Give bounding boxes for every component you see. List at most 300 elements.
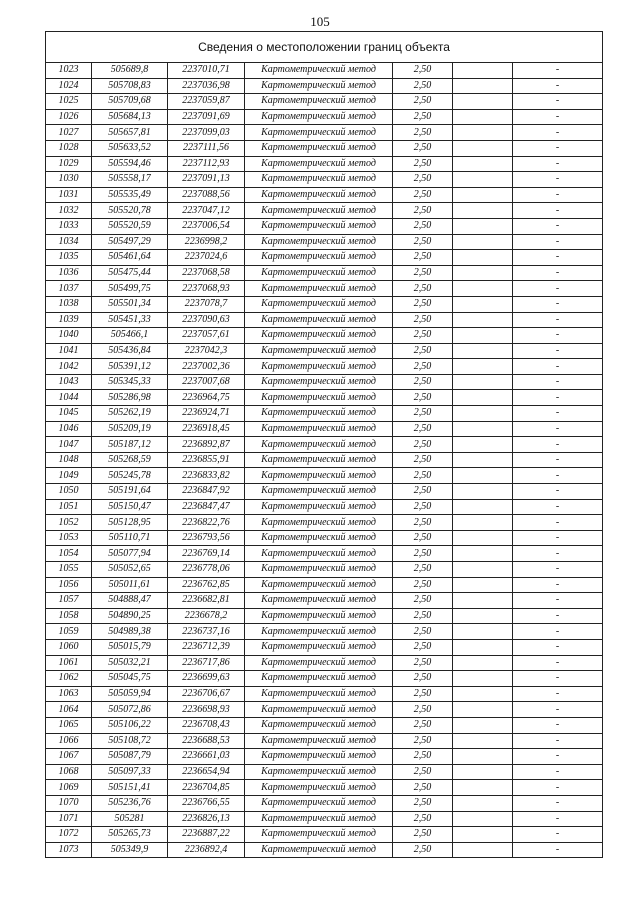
page-number: 105 (310, 14, 330, 29)
boundary-coordinates-table (45, 31, 603, 858)
description-cell: - (513, 562, 603, 578)
method-cell: Картометрический метод (245, 359, 393, 375)
point-number-cell: 1023 (46, 63, 92, 79)
description-cell: - (513, 639, 603, 655)
method-cell: Картометрический метод (245, 577, 393, 593)
extra-cell (453, 671, 513, 687)
table-row (46, 406, 603, 422)
y-coordinate-cell: 2237088,56 (168, 187, 245, 203)
table-row (46, 187, 603, 203)
extra-cell (453, 437, 513, 453)
method-cell: Картометрический метод (245, 562, 393, 578)
method-cell: Картометрический метод (245, 842, 393, 858)
point-number-cell: 1060 (46, 639, 92, 655)
method-cell: Картометрический метод (245, 624, 393, 640)
method-cell: Картометрический метод (245, 780, 393, 796)
accuracy-cell: 2,50 (393, 655, 453, 671)
point-number-cell: 1069 (46, 780, 92, 796)
description-cell: - (513, 125, 603, 141)
accuracy-cell: 2,50 (393, 374, 453, 390)
method-cell: Картометрический метод (245, 546, 393, 562)
description-cell: - (513, 234, 603, 250)
accuracy-cell: 2,50 (393, 639, 453, 655)
method-cell: Картометрический метод (245, 468, 393, 484)
extra-cell (453, 452, 513, 468)
extra-cell (453, 296, 513, 312)
description-cell: - (513, 406, 603, 422)
method-cell: Картометрический метод (245, 530, 393, 546)
description-cell: - (513, 593, 603, 609)
accuracy-cell: 2,50 (393, 780, 453, 796)
x-coordinate-cell: 505466,1 (92, 328, 168, 344)
y-coordinate-cell: 2237059,87 (168, 94, 245, 110)
accuracy-cell: 2,50 (393, 733, 453, 749)
description-cell: - (513, 421, 603, 437)
point-number-cell: 1062 (46, 671, 92, 687)
description-cell: - (513, 265, 603, 281)
x-coordinate-cell: 505015,79 (92, 639, 168, 655)
x-coordinate-cell: 505106,22 (92, 717, 168, 733)
extra-cell (453, 187, 513, 203)
accuracy-cell: 2,50 (393, 390, 453, 406)
description-cell: - (513, 218, 603, 234)
y-coordinate-cell: 2237068,93 (168, 281, 245, 297)
x-coordinate-cell: 504989,38 (92, 624, 168, 640)
method-cell: Картометрический метод (245, 764, 393, 780)
description-cell: - (513, 780, 603, 796)
accuracy-cell: 2,50 (393, 250, 453, 266)
accuracy-cell: 2,50 (393, 530, 453, 546)
accuracy-cell: 2,50 (393, 156, 453, 172)
point-number-cell: 1040 (46, 328, 92, 344)
method-cell: Картометрический метод (245, 156, 393, 172)
y-coordinate-cell: 2236708,43 (168, 717, 245, 733)
extra-cell (453, 702, 513, 718)
table-row (46, 546, 603, 562)
description-cell: - (513, 203, 603, 219)
description-cell: - (513, 686, 603, 702)
x-coordinate-cell: 505558,17 (92, 172, 168, 188)
accuracy-cell: 2,50 (393, 577, 453, 593)
accuracy-cell: 2,50 (393, 406, 453, 422)
point-number-cell: 1029 (46, 156, 92, 172)
x-coordinate-cell: 505087,79 (92, 749, 168, 765)
method-cell: Картометрический метод (245, 484, 393, 500)
accuracy-cell: 2,50 (393, 624, 453, 640)
point-number-cell: 1035 (46, 250, 92, 266)
point-number-cell: 1068 (46, 764, 92, 780)
table-row (46, 125, 603, 141)
extra-cell (453, 795, 513, 811)
y-coordinate-cell: 2236833,82 (168, 468, 245, 484)
y-coordinate-cell: 2236887,22 (168, 827, 245, 843)
table-row (46, 702, 603, 718)
y-coordinate-cell: 2236704,85 (168, 780, 245, 796)
accuracy-cell: 2,50 (393, 749, 453, 765)
accuracy-cell: 2,50 (393, 608, 453, 624)
point-number-cell: 1061 (46, 655, 92, 671)
accuracy-cell: 2,50 (393, 702, 453, 718)
method-cell: Картометрический метод (245, 452, 393, 468)
table-row (46, 218, 603, 234)
accuracy-cell: 2,50 (393, 499, 453, 515)
accuracy-cell: 2,50 (393, 717, 453, 733)
method-cell: Картометрический метод (245, 593, 393, 609)
y-coordinate-cell: 2236826,13 (168, 811, 245, 827)
table-row (46, 577, 603, 593)
point-number-cell: 1070 (46, 795, 92, 811)
accuracy-cell: 2,50 (393, 312, 453, 328)
accuracy-cell: 2,50 (393, 452, 453, 468)
table-row (46, 296, 603, 312)
extra-cell (453, 827, 513, 843)
description-cell: - (513, 328, 603, 344)
point-number-cell: 1057 (46, 593, 92, 609)
description-cell: - (513, 94, 603, 110)
description-cell: - (513, 608, 603, 624)
table-row (46, 390, 603, 406)
x-coordinate-cell: 505281 (92, 811, 168, 827)
method-cell: Картометрический метод (245, 63, 393, 79)
point-number-cell: 1045 (46, 406, 92, 422)
x-coordinate-cell: 505108,72 (92, 733, 168, 749)
description-cell: - (513, 250, 603, 266)
point-number-cell: 1065 (46, 717, 92, 733)
point-number-cell: 1059 (46, 624, 92, 640)
table-row (46, 780, 603, 796)
point-number-cell: 1049 (46, 468, 92, 484)
x-coordinate-cell: 505059,94 (92, 686, 168, 702)
extra-cell (453, 608, 513, 624)
x-coordinate-cell: 505684,13 (92, 109, 168, 125)
description-cell: - (513, 374, 603, 390)
table-row (46, 686, 603, 702)
extra-cell (453, 764, 513, 780)
accuracy-cell: 2,50 (393, 437, 453, 453)
extra-cell (453, 281, 513, 297)
y-coordinate-cell: 2236964,75 (168, 390, 245, 406)
y-coordinate-cell: 2236712,39 (168, 639, 245, 655)
accuracy-cell: 2,50 (393, 671, 453, 687)
method-cell: Картометрический метод (245, 702, 393, 718)
description-cell: - (513, 655, 603, 671)
extra-cell (453, 390, 513, 406)
description-cell: - (513, 827, 603, 843)
accuracy-cell: 2,50 (393, 125, 453, 141)
table-row (46, 530, 603, 546)
extra-cell (453, 78, 513, 94)
extra-cell (453, 374, 513, 390)
table-row (46, 203, 603, 219)
accuracy-cell: 2,50 (393, 359, 453, 375)
point-number-cell: 1071 (46, 811, 92, 827)
x-coordinate-cell: 505032,21 (92, 655, 168, 671)
x-coordinate-cell: 505072,86 (92, 702, 168, 718)
description-cell: - (513, 390, 603, 406)
extra-cell (453, 733, 513, 749)
point-number-cell: 1054 (46, 546, 92, 562)
table-row (46, 468, 603, 484)
point-number-cell: 1034 (46, 234, 92, 250)
method-cell: Картометрический метод (245, 406, 393, 422)
extra-cell (453, 593, 513, 609)
method-cell: Картометрический метод (245, 94, 393, 110)
table-row (46, 94, 603, 110)
extra-cell (453, 686, 513, 702)
accuracy-cell: 2,50 (393, 764, 453, 780)
method-cell: Картометрический метод (245, 78, 393, 94)
point-number-cell: 1051 (46, 499, 92, 515)
table-row (46, 842, 603, 858)
method-cell: Картометрический метод (245, 437, 393, 453)
method-cell: Картометрический метод (245, 827, 393, 843)
table-row (46, 437, 603, 453)
accuracy-cell: 2,50 (393, 328, 453, 344)
point-number-cell: 1046 (46, 421, 92, 437)
description-cell: - (513, 749, 603, 765)
table-row (46, 140, 603, 156)
description-cell: - (513, 842, 603, 858)
extra-cell (453, 218, 513, 234)
x-coordinate-cell: 505286,98 (92, 390, 168, 406)
description-cell: - (513, 577, 603, 593)
extra-cell (453, 749, 513, 765)
x-coordinate-cell: 505535,49 (92, 187, 168, 203)
point-number-cell: 1067 (46, 749, 92, 765)
y-coordinate-cell: 2236778,06 (168, 562, 245, 578)
extra-cell (453, 562, 513, 578)
description-cell: - (513, 795, 603, 811)
description-cell: - (513, 733, 603, 749)
table-row (46, 655, 603, 671)
description-cell: - (513, 312, 603, 328)
y-coordinate-cell: 2236762,85 (168, 577, 245, 593)
description-cell: - (513, 717, 603, 733)
method-cell: Картометрический метод (245, 795, 393, 811)
method-cell: Картометрический метод (245, 140, 393, 156)
y-coordinate-cell: 2237036,98 (168, 78, 245, 94)
method-cell: Картометрический метод (245, 717, 393, 733)
x-coordinate-cell: 505436,84 (92, 343, 168, 359)
accuracy-cell: 2,50 (393, 562, 453, 578)
table-row (46, 608, 603, 624)
extra-cell (453, 468, 513, 484)
point-number-cell: 1027 (46, 125, 92, 141)
method-cell: Картометрический метод (245, 390, 393, 406)
extra-cell (453, 639, 513, 655)
point-number-cell: 1063 (46, 686, 92, 702)
accuracy-cell: 2,50 (393, 234, 453, 250)
method-cell: Картометрический метод (245, 281, 393, 297)
description-cell: - (513, 702, 603, 718)
description-cell: - (513, 452, 603, 468)
table-row (46, 234, 603, 250)
method-cell: Картометрический метод (245, 250, 393, 266)
point-number-cell: 1048 (46, 452, 92, 468)
accuracy-cell: 2,50 (393, 94, 453, 110)
description-cell: - (513, 484, 603, 500)
y-coordinate-cell: 2237006,54 (168, 218, 245, 234)
table-row (46, 499, 603, 515)
point-number-cell: 1028 (46, 140, 92, 156)
extra-cell (453, 265, 513, 281)
point-number-cell: 1036 (46, 265, 92, 281)
x-coordinate-cell: 505499,75 (92, 281, 168, 297)
y-coordinate-cell: 2236769,14 (168, 546, 245, 562)
table-row (46, 795, 603, 811)
table-row (46, 281, 603, 297)
table-row (46, 562, 603, 578)
method-cell: Картометрический метод (245, 733, 393, 749)
x-coordinate-cell: 505461,64 (92, 250, 168, 266)
description-cell: - (513, 468, 603, 484)
table-row (46, 639, 603, 655)
extra-cell (453, 63, 513, 79)
method-cell: Картометрический метод (245, 265, 393, 281)
table-row (46, 250, 603, 266)
accuracy-cell: 2,50 (393, 468, 453, 484)
extra-cell (453, 250, 513, 266)
x-coordinate-cell: 505011,61 (92, 577, 168, 593)
description-cell: - (513, 499, 603, 515)
accuracy-cell: 2,50 (393, 281, 453, 297)
extra-cell (453, 655, 513, 671)
y-coordinate-cell: 2237047,12 (168, 203, 245, 219)
description-cell: - (513, 764, 603, 780)
table-row (46, 359, 603, 375)
point-number-cell: 1032 (46, 203, 92, 219)
table-row (46, 593, 603, 609)
description-cell: - (513, 671, 603, 687)
y-coordinate-cell: 2236793,56 (168, 530, 245, 546)
method-cell: Картометрический метод (245, 811, 393, 827)
description-cell: - (513, 296, 603, 312)
point-number-cell: 1030 (46, 172, 92, 188)
point-number-cell: 1053 (46, 530, 92, 546)
y-coordinate-cell: 2237002,36 (168, 359, 245, 375)
table-row (46, 109, 603, 125)
method-cell: Картометрический метод (245, 296, 393, 312)
x-coordinate-cell: 505708,83 (92, 78, 168, 94)
table-row (46, 764, 603, 780)
accuracy-cell: 2,50 (393, 172, 453, 188)
description-cell: - (513, 811, 603, 827)
extra-cell (453, 343, 513, 359)
x-coordinate-cell: 505633,52 (92, 140, 168, 156)
x-coordinate-cell: 504890,25 (92, 608, 168, 624)
x-coordinate-cell: 505349,9 (92, 842, 168, 858)
point-number-cell: 1050 (46, 484, 92, 500)
extra-cell (453, 140, 513, 156)
point-number-cell: 1047 (46, 437, 92, 453)
method-cell: Картометрический метод (245, 218, 393, 234)
x-coordinate-cell: 505345,33 (92, 374, 168, 390)
point-number-cell: 1041 (46, 343, 92, 359)
y-coordinate-cell: 2237007,68 (168, 374, 245, 390)
accuracy-cell: 2,50 (393, 63, 453, 79)
description-cell: - (513, 187, 603, 203)
point-number-cell: 1042 (46, 359, 92, 375)
description-cell: - (513, 546, 603, 562)
method-cell: Картометрический метод (245, 172, 393, 188)
extra-cell (453, 312, 513, 328)
x-coordinate-cell: 505209,19 (92, 421, 168, 437)
description-cell: - (513, 172, 603, 188)
method-cell: Картометрический метод (245, 374, 393, 390)
accuracy-cell: 2,50 (393, 515, 453, 531)
description-cell: - (513, 530, 603, 546)
description-cell: - (513, 515, 603, 531)
accuracy-cell: 2,50 (393, 218, 453, 234)
x-coordinate-cell: 505236,76 (92, 795, 168, 811)
y-coordinate-cell: 2236918,45 (168, 421, 245, 437)
y-coordinate-cell: 2237024,6 (168, 250, 245, 266)
method-cell: Картометрический метод (245, 343, 393, 359)
x-coordinate-cell: 505268,59 (92, 452, 168, 468)
x-coordinate-cell: 505128,95 (92, 515, 168, 531)
y-coordinate-cell: 2236678,2 (168, 608, 245, 624)
extra-cell (453, 406, 513, 422)
y-coordinate-cell: 2236892,87 (168, 437, 245, 453)
table-row (46, 421, 603, 437)
extra-cell (453, 359, 513, 375)
description-cell: - (513, 281, 603, 297)
accuracy-cell: 2,50 (393, 842, 453, 858)
accuracy-cell: 2,50 (393, 827, 453, 843)
x-coordinate-cell: 505391,12 (92, 359, 168, 375)
description-cell: - (513, 624, 603, 640)
table-row (46, 515, 603, 531)
point-number-cell: 1073 (46, 842, 92, 858)
method-cell: Картометрический метод (245, 234, 393, 250)
point-number-cell: 1043 (46, 374, 92, 390)
accuracy-cell: 2,50 (393, 187, 453, 203)
point-number-cell: 1025 (46, 94, 92, 110)
method-cell: Картометрический метод (245, 655, 393, 671)
accuracy-cell: 2,50 (393, 421, 453, 437)
point-number-cell: 1031 (46, 187, 92, 203)
y-coordinate-cell: 2237042,3 (168, 343, 245, 359)
extra-cell (453, 780, 513, 796)
x-coordinate-cell: 505689,8 (92, 63, 168, 79)
table-row (46, 156, 603, 172)
x-coordinate-cell: 505150,47 (92, 499, 168, 515)
table-row (46, 172, 603, 188)
x-coordinate-cell: 505187,12 (92, 437, 168, 453)
x-coordinate-cell: 505497,29 (92, 234, 168, 250)
extra-cell (453, 125, 513, 141)
accuracy-cell: 2,50 (393, 78, 453, 94)
y-coordinate-cell: 2236855,91 (168, 452, 245, 468)
y-coordinate-cell: 2236654,94 (168, 764, 245, 780)
accuracy-cell: 2,50 (393, 296, 453, 312)
description-cell: - (513, 359, 603, 375)
point-number-cell: 1058 (46, 608, 92, 624)
description-cell: - (513, 343, 603, 359)
extra-cell (453, 530, 513, 546)
extra-cell (453, 499, 513, 515)
x-coordinate-cell: 505451,33 (92, 312, 168, 328)
description-cell: - (513, 140, 603, 156)
y-coordinate-cell: 2236706,67 (168, 686, 245, 702)
description-cell: - (513, 78, 603, 94)
method-cell: Картометрический метод (245, 671, 393, 687)
extra-cell (453, 421, 513, 437)
y-coordinate-cell: 2236698,93 (168, 702, 245, 718)
y-coordinate-cell: 2237111,56 (168, 140, 245, 156)
point-number-cell: 1072 (46, 827, 92, 843)
point-number-cell: 1038 (46, 296, 92, 312)
